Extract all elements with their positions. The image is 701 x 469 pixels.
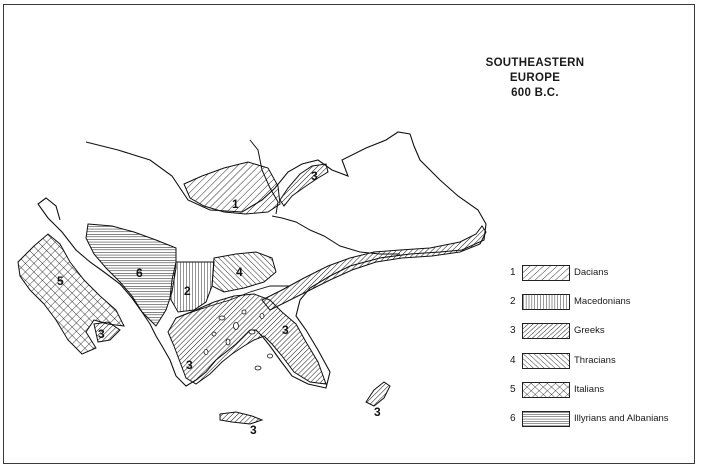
legend-item [500,380,690,409]
region-label-greeks-italy: 3 [98,327,105,341]
region-thracians [212,252,276,292]
region-greeks-cyprus [366,382,390,406]
legend-item [500,321,690,350]
legend-item [500,351,690,380]
legend-swatch-macedonians [522,294,570,310]
legend-label: Dacians [574,267,609,278]
title-line-2: EUROPE [509,72,561,84]
region-greeks-coast-strip [262,226,486,310]
region-label-greeks-crete: 3 [250,423,257,437]
region-label-thracians: 4 [236,265,243,279]
legend-item [500,263,690,292]
region-label-italians: 5 [57,274,64,288]
legend-swatch-illyrians-albanians [522,411,570,427]
legend-swatch-dacians [522,265,570,281]
legend-swatch-italians [522,382,570,398]
region-greeks-black-sea-north [280,164,328,206]
black-sea-shore [272,216,400,254]
map-title [470,56,600,101]
region-label-greeks-cyprus: 3 [374,405,381,419]
legend-swatch-thracians [522,353,570,369]
legend-label: Macedonians [574,296,631,308]
legend [500,263,690,438]
legend-number: 1 [510,267,516,278]
legend-number: 5 [510,383,516,395]
legend-label: Greeks [574,325,605,337]
legend-number: 6 [510,412,516,424]
legend-number: 2 [510,296,516,308]
region-label-greeks-peloponnese: 3 [186,358,193,372]
legend-label: Illyrians and Albanians [574,412,669,424]
legend-item [500,409,690,438]
legend-number: 4 [510,354,516,366]
region-label-greeks-asia-minor: 3 [282,323,289,337]
title-line-1: SOUTHEASTERN [485,57,585,69]
title-line-3: 600 B.C. [511,87,559,99]
region-label-macedonians: 2 [184,284,191,298]
legend-label: Italians [574,383,605,395]
legend-number: 3 [510,325,516,337]
legend-swatch-greeks [522,323,570,339]
legend-label: Thracians [574,354,616,366]
region-label-greeks-black-sea: 3 [311,169,318,183]
legend-item [500,292,690,321]
region-label-illyrians: 6 [136,266,143,280]
region-label-dacians: 1 [232,197,239,211]
